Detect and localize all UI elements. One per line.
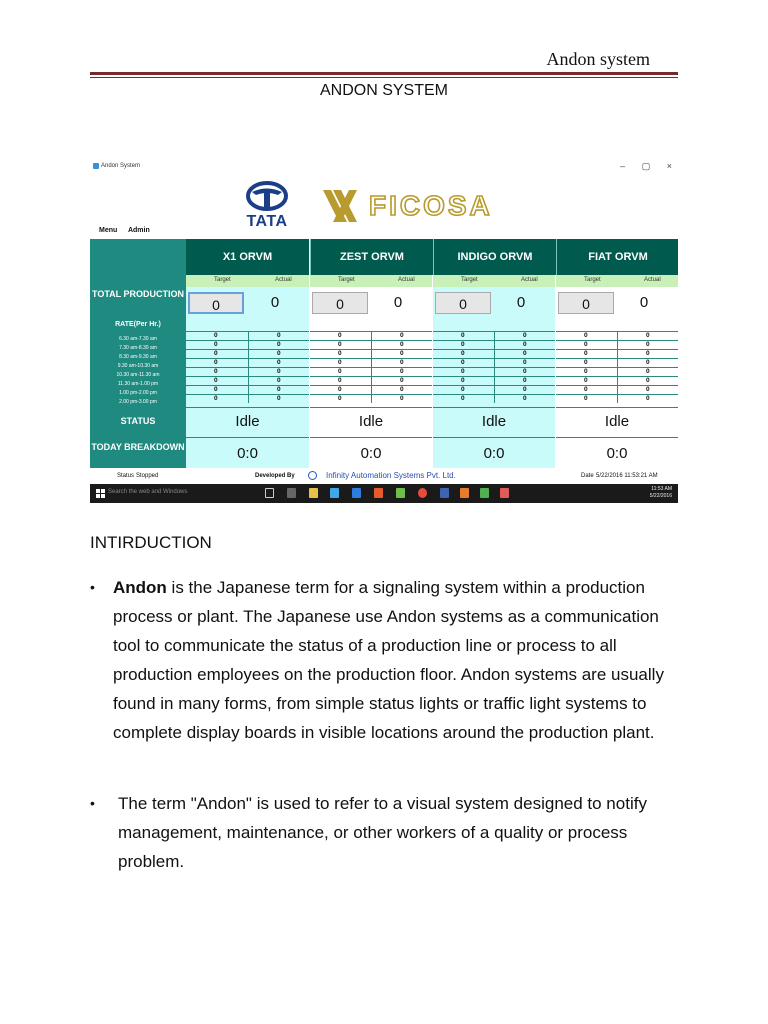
header-rule-thin — [90, 77, 678, 78]
rate-actual-value: 0 — [523, 377, 527, 384]
rate-target-value: 0 — [338, 377, 342, 384]
target-input[interactable]: 0 — [312, 292, 368, 314]
rate-actual-value: 0 — [400, 341, 404, 348]
rate-target-value: 0 — [214, 386, 218, 393]
breakdown-value: 0:0 — [556, 437, 678, 468]
menu-item-menu[interactable]: Menu — [99, 227, 118, 234]
bullet-dot-icon: • — [90, 795, 95, 811]
rate-target-value: 0 — [461, 341, 465, 348]
date-value: 5/22/2016 11:53:21 AM — [596, 473, 658, 479]
rate-actual-value: 0 — [646, 395, 650, 402]
rate-actual-value: 0 — [277, 341, 281, 348]
rate-actual-value: 0 — [646, 341, 650, 348]
hour-slot-label: 7.30 am-8.30 am — [119, 345, 157, 351]
andon-grid — [90, 239, 678, 484]
rate-actual-value: 0 — [400, 377, 404, 384]
app-icon — [93, 163, 99, 169]
app-green2-icon[interactable] — [480, 488, 489, 498]
rate-actual-value: 0 — [523, 368, 527, 375]
actual-label: Actual — [521, 277, 538, 283]
target-actual-subheader — [433, 275, 555, 287]
rate-actual-value: 0 — [277, 368, 281, 375]
target-actual-subheader — [556, 275, 678, 287]
rate-table — [310, 317, 432, 407]
bullet-item-2 — [90, 789, 690, 879]
chrome-icon[interactable] — [418, 488, 427, 498]
rate-actual-value: 0 — [523, 332, 527, 339]
minimize-icon[interactable]: – — [620, 161, 626, 171]
actual-value: 0 — [270, 294, 280, 311]
date-label: Date — [581, 473, 594, 479]
rate-actual-value: 0 — [400, 359, 404, 366]
total-production-cell — [433, 287, 555, 317]
ficosa-brand-text: FICOSA — [369, 190, 493, 221]
window-controls — [606, 161, 672, 172]
status-bar — [90, 468, 678, 484]
status-value: Idle — [310, 407, 432, 437]
rate-target-value: 0 — [338, 368, 342, 375]
rate-actual-value: 0 — [646, 350, 650, 357]
rate-target-value: 0 — [461, 377, 465, 384]
windows-start-icon[interactable] — [96, 489, 105, 498]
taskbar-time: 11:53 AM — [651, 486, 672, 492]
total-production-label: TOTAL PRODUCTION — [92, 289, 184, 299]
rate-actual-value: 0 — [523, 359, 527, 366]
breakdown-value: 0:0 — [186, 437, 309, 468]
bullet-1-bold: Andon — [113, 578, 167, 597]
rate-target-value: 0 — [584, 332, 588, 339]
rate-target-value: 0 — [338, 386, 342, 393]
target-actual-subheader — [310, 275, 432, 287]
store-icon[interactable] — [330, 488, 339, 498]
total-production-cell — [310, 287, 432, 317]
rate-divider — [494, 331, 495, 403]
target-input[interactable]: 0 — [188, 292, 244, 314]
rate-target-value: 0 — [338, 350, 342, 357]
actual-value: 0 — [639, 294, 649, 311]
header-rule-thick — [90, 72, 678, 75]
rate-target-value: 0 — [461, 332, 465, 339]
target-input[interactable]: 0 — [558, 292, 614, 314]
rate-actual-value: 0 — [646, 368, 650, 375]
rate-target-value: 0 — [338, 332, 342, 339]
hour-slot-label: 11.30 am-1.00 pm — [117, 381, 159, 387]
page-header-title: Andon system — [546, 49, 650, 69]
rate-target-value: 0 — [338, 395, 342, 402]
hour-slot-label: 1.00 pm-2.00 pm — [119, 390, 157, 396]
rate-divider — [248, 331, 249, 403]
rate-target-value: 0 — [461, 350, 465, 357]
file-explorer-icon[interactable] — [309, 488, 318, 498]
rate-actual-value: 0 — [523, 341, 527, 348]
rate-table — [186, 317, 309, 407]
rate-actual-value: 0 — [646, 332, 650, 339]
total-production-cell — [186, 287, 309, 317]
media-player-icon[interactable] — [374, 488, 383, 498]
developed-by-label: Developed By — [255, 473, 295, 479]
target-label: Target — [214, 277, 231, 283]
bullet-2-text: The term "Andon" is used to refer to a visual system designed to notify management, maintenance, or other workers of a quality or process problem. — [118, 794, 647, 871]
status-bar-value: Stopped — [136, 473, 159, 479]
menu-item-admin[interactable]: Admin — [127, 227, 150, 234]
actual-label: Actual — [398, 277, 415, 283]
status-label: STATUS — [120, 416, 156, 426]
rate-target-value: 0 — [214, 377, 218, 384]
rate-target-value: 0 — [338, 341, 342, 348]
rate-divider — [617, 331, 618, 403]
rate-target-value: 0 — [584, 359, 588, 366]
rate-actual-value: 0 — [277, 359, 281, 366]
rate-divider — [371, 331, 372, 403]
rate-actual-value: 0 — [400, 368, 404, 375]
section-title: INTIRDUCTION — [90, 533, 212, 552]
actual-value: 0 — [516, 294, 526, 311]
rate-actual-value: 0 — [523, 386, 527, 393]
company-name: Infinity Automation Systems Pvt. Ltd. — [326, 471, 456, 480]
product-header: FIAT ORVM — [556, 239, 678, 275]
rate-target-value: 0 — [214, 350, 218, 357]
rate-target-value: 0 — [461, 359, 465, 366]
edge-browser-icon[interactable] — [352, 488, 361, 498]
breakdown-value: 0:0 — [433, 437, 555, 468]
rate-table — [433, 317, 555, 407]
rate-target-value: 0 — [338, 359, 342, 366]
taskbar-date: 5/22/2016 — [649, 493, 672, 499]
close-icon[interactable]: × — [666, 161, 672, 171]
total-production-cell — [556, 287, 678, 317]
rate-target-value: 0 — [584, 368, 588, 375]
target-label: Target — [461, 277, 478, 283]
andon-app-screenshot — [90, 157, 678, 503]
rate-target-value: 0 — [584, 395, 588, 402]
app-red-icon[interactable] — [500, 488, 509, 498]
actual-label: Actual — [275, 277, 292, 283]
taskbar-search-input[interactable]: Search the web and Windows — [108, 489, 188, 495]
rate-actual-value: 0 — [277, 332, 281, 339]
target-label: Target — [584, 277, 601, 283]
product-header: INDIGO ORVM — [433, 239, 556, 275]
windows-taskbar — [90, 484, 678, 503]
rate-actual-value: 0 — [646, 377, 650, 384]
product-header: ZEST ORVM — [310, 239, 433, 275]
hour-slot-label: 8.30 am-9.30 am — [119, 354, 157, 360]
rate-target-value: 0 — [584, 350, 588, 357]
hour-slot-label: 10.30 am-11.30 am — [116, 372, 160, 378]
bullet-1-body: is the Japanese term for a signaling system within a production process or plant. The Japanese use Andon systems as a communication tool to communicate the status of a production line or process to all production employees on the production floor. Andon systems are usually found in many forms, from simple status lights or traffic light systems to complete display boards in visible locations around the production plant. — [113, 578, 664, 742]
rate-actual-value: 0 — [277, 386, 281, 393]
rate-actual-value: 0 — [523, 395, 527, 402]
rate-actual-value: 0 — [277, 377, 281, 384]
rate-target-value: 0 — [584, 377, 588, 384]
status-value: Idle — [186, 407, 309, 437]
rate-target-value: 0 — [214, 395, 218, 402]
app-green-icon[interactable] — [396, 488, 405, 498]
status-value: Idle — [556, 407, 678, 437]
rate-actual-value: 0 — [400, 332, 404, 339]
rate-actual-value: 0 — [277, 395, 281, 402]
ficosa-logo-icon — [323, 190, 357, 222]
breakdown-label: TODAY BREAKDOWN — [91, 442, 185, 452]
rate-target-value: 0 — [584, 386, 588, 393]
target-actual-subheader — [186, 275, 309, 287]
rate-target-value: 0 — [214, 368, 218, 375]
taskbar-clock[interactable] — [650, 486, 672, 500]
app-orange-icon[interactable] — [460, 488, 469, 498]
actual-value: 0 — [393, 294, 403, 311]
rate-actual-value: 0 — [277, 350, 281, 357]
company-logo-icon — [308, 471, 317, 480]
menu-bar — [99, 227, 159, 234]
rate-actual-value: 0 — [400, 386, 404, 393]
breakdown-value: 0:0 — [310, 437, 432, 468]
rate-actual-value: 0 — [646, 386, 650, 393]
tata-brand-text: TATA — [246, 213, 288, 230]
rate-actual-value: 0 — [400, 395, 404, 402]
rate-target-value: 0 — [461, 386, 465, 393]
rate-actual-value: 0 — [523, 350, 527, 357]
hour-slot-label: 9.30 am-10.30 am — [117, 363, 159, 369]
target-input[interactable]: 0 — [435, 292, 491, 314]
rate-target-value: 0 — [214, 332, 218, 339]
rate-target-value: 0 — [214, 341, 218, 348]
bullet-item-1 — [90, 573, 690, 773]
taskbar-app-icon[interactable] — [287, 488, 296, 498]
bullet-dot-icon: • — [90, 579, 95, 595]
rate-table — [556, 317, 678, 407]
rate-actual-value: 0 — [400, 350, 404, 357]
product-header: X1 ORVM — [186, 239, 309, 275]
rate-target-value: 0 — [461, 395, 465, 402]
hour-slot-label: 2.00 pm-3.00 pm — [119, 399, 157, 405]
rate-label: RATE(Per Hr.) — [115, 321, 161, 328]
rate-actual-value: 0 — [646, 359, 650, 366]
app-blue-icon[interactable] — [440, 488, 449, 498]
document-heading: ANDON SYSTEM — [319, 82, 448, 99]
task-view-icon[interactable] — [265, 488, 274, 498]
hour-slot-label: 6.30 am-7.30 am — [119, 336, 157, 342]
status-bar-label: Status — [117, 473, 135, 479]
target-label: Target — [338, 277, 355, 283]
actual-label: Actual — [644, 277, 661, 283]
rate-target-value: 0 — [214, 359, 218, 366]
status-value: Idle — [433, 407, 555, 437]
rate-target-value: 0 — [584, 341, 588, 348]
window-title: Andon System — [101, 163, 141, 169]
rate-target-value: 0 — [461, 368, 465, 375]
maximize-icon[interactable]: ▢ — [641, 161, 651, 171]
bullet-1-text — [113, 573, 678, 747]
